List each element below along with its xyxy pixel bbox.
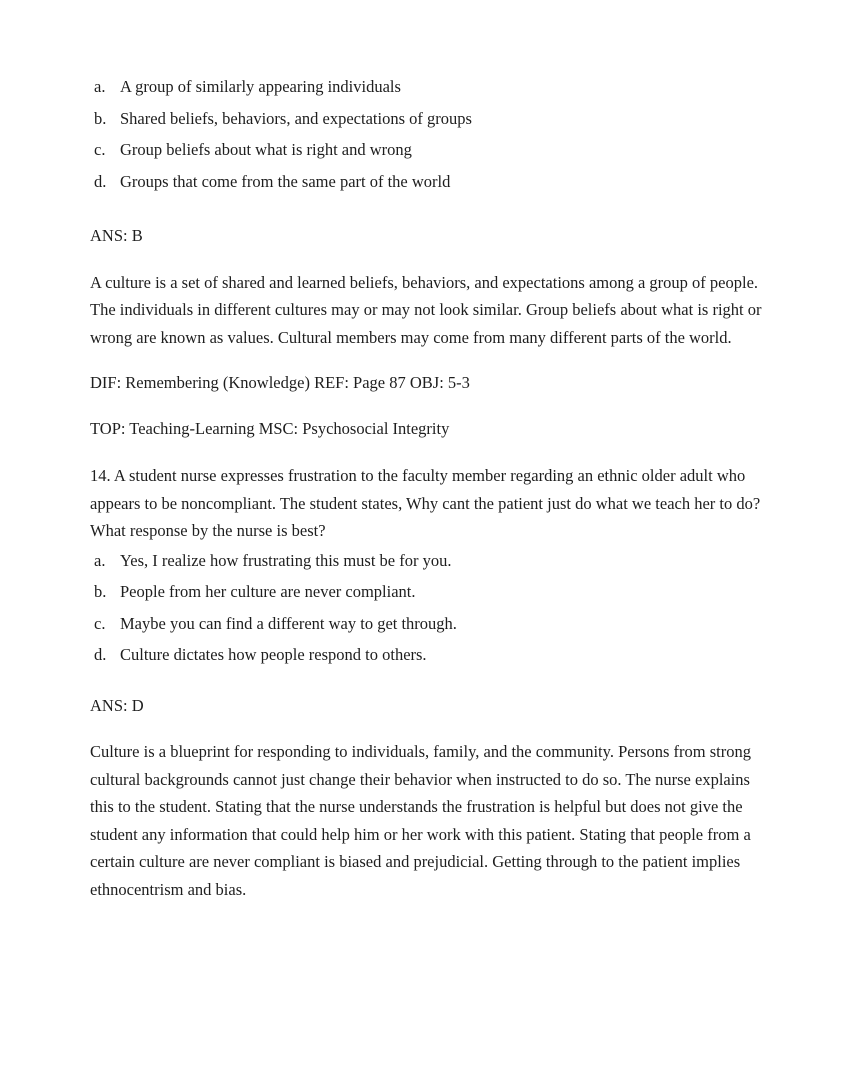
answer-option-d — [90, 166, 765, 198]
answer-option-c — [90, 134, 765, 166]
top-msc-line: TOP: Teaching-Learning MSC: Psychosocial Integrity — [90, 418, 450, 438]
answer-option-d — [90, 639, 765, 671]
dif-ref-obj-line: DIF: Remembering (Knowledge) REF: Page 87 OBJ: 5-3 — [90, 373, 470, 392]
answer-option-b — [90, 103, 765, 135]
option-text: A group of similarly appearing individuals — [120, 77, 401, 96]
answer-option-a — [90, 545, 765, 577]
option-text: Groups that come from the same part of the world — [120, 171, 451, 191]
rationale-paragraph: Culture is a blueprint for responding to individuals, family, and the community. Persons from strong cultural backgrounds cannot just change their behavior when instructed to do so. The nurse explains this to the student. Stating that the nurse understands the frustration is helpful but does not give the student any information that could help him or her work with this patient. Stating that people from a certain culture are never compliant is biased and prejudicial. Getting through to the patient implies ethnocentrism and bias. — [90, 742, 751, 899]
option-letter: a. — [94, 550, 106, 570]
option-text: Culture dictates how people respond to others. — [120, 645, 427, 664]
option-letter: a. — [94, 77, 106, 96]
option-letter: b. — [94, 582, 107, 601]
option-letter: c. — [94, 613, 106, 633]
option-text: People from her culture are never compliant. — [120, 582, 416, 601]
option-letter: d. — [94, 171, 107, 191]
option-text: Shared beliefs, behaviors, and expectations of groups — [120, 108, 472, 128]
option-letter: c. — [94, 140, 106, 159]
option-letter: b. — [94, 108, 107, 128]
answer-line: ANS: B — [90, 226, 143, 245]
question-14-options — [90, 545, 765, 671]
option-text: Maybe you can find a different way to get through. — [120, 613, 457, 633]
option-text: Group beliefs about what is right and wrong — [120, 140, 412, 159]
option-text: Yes, I realize how frustrating this must be for you. — [120, 550, 452, 570]
answer-line: ANS: D — [90, 695, 144, 715]
rationale-paragraph: A culture is a set of shared and learned beliefs, behaviors, and expectations among a group of people. The individuals in different cultures may or may not look similar. Group beliefs about what is right or wrong are known as values. Cultural members may come from many different parts of the world. — [90, 272, 762, 347]
first-question-options — [90, 71, 765, 197]
answer-option-c — [90, 608, 765, 640]
answer-option-a — [90, 71, 765, 103]
question-14-stem: 14. A student nurse expresses frustration to the faculty member regarding an ethnic older adult who appears to be noncompliant. The student states, Why cant the patient just do what we teach her to do? What response by the nurse is best? — [90, 466, 761, 540]
option-letter: d. — [94, 645, 107, 664]
answer-option-b — [90, 576, 765, 608]
